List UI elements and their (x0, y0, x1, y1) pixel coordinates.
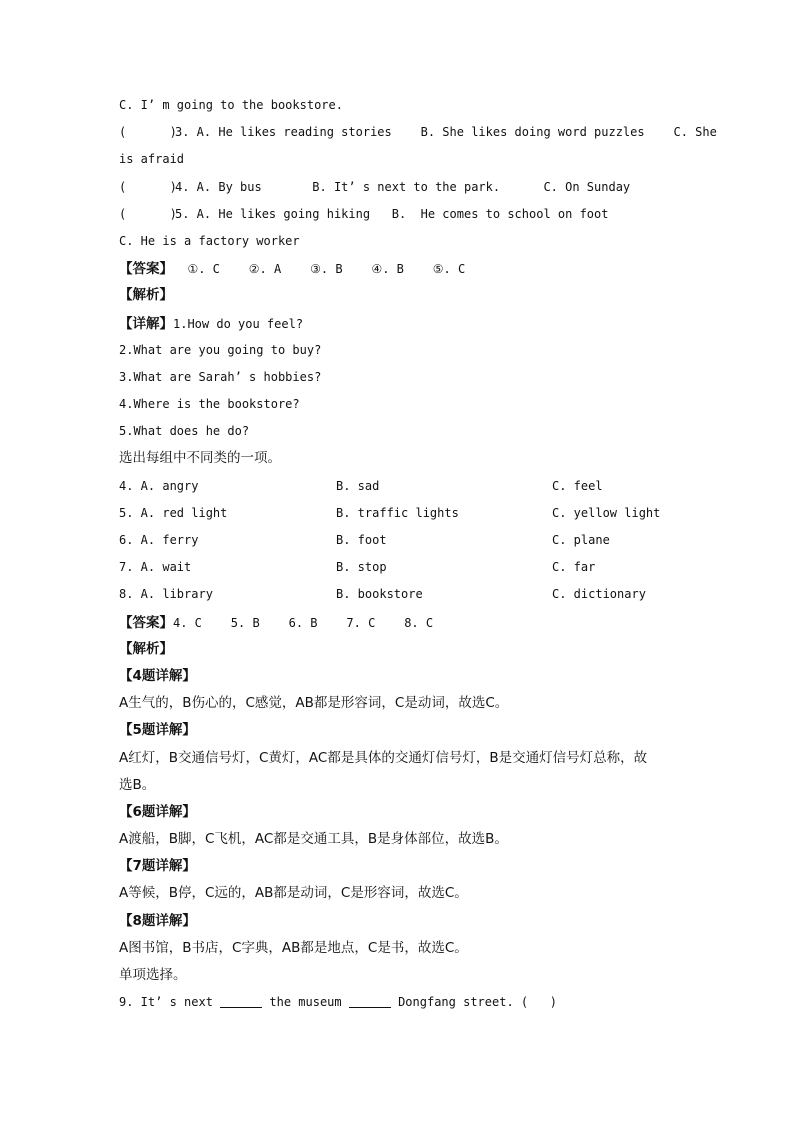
question-4-text: 4. A. By bus B. It’ s next to the park. C. On Sunday (175, 179, 631, 194)
choice-c: C. far (552, 560, 596, 575)
detail-line (119, 310, 679, 337)
choice-row (119, 500, 679, 527)
detail-text: A红灯，B交通信号灯，C黄灯，AC都是具体的交通灯信号灯，B是交通灯信号灯总称，故 (119, 749, 648, 766)
choice-b: B. sad (336, 478, 380, 493)
answer-line-2 (119, 609, 679, 636)
detail-text: A等候，B停，C远的，AB都是动词，C是形容词，故选C。 (119, 885, 468, 902)
question-9-part: 9. It’ s next (119, 995, 221, 1010)
choice-b: B. foot (336, 533, 387, 547)
answer-label: 【答案】 (119, 261, 173, 278)
detail-text-wrap: 选B。 (119, 776, 156, 793)
question-3-wrap: is afraid (119, 152, 185, 167)
question-9-part: Dongfang street. ( ) (390, 995, 558, 1010)
section-instruction: 选出每组中不同类的一项。 (119, 450, 281, 467)
q2-option-c: C. I’ m going to the bookstore. (119, 98, 343, 112)
answer-text: ①. C ②. A ③. B ④. B ⑤. C (173, 262, 466, 277)
choice-a: 8. A. library (119, 587, 213, 602)
choice-a: 7. A. wait (119, 560, 192, 575)
script-line: 2.What are you going to buy? (119, 342, 322, 357)
answer-line-1 (119, 255, 679, 282)
question-5-wrap: C. He is a factory worker (119, 233, 300, 248)
answer-label: 【答案】 (119, 614, 173, 631)
question-5-text: 5. A. He likes going hiking B. He comes to school on foot (175, 206, 609, 221)
detail-text: A生气的，B伤心的，C感觉，AB都是形容词，C是动词，故选C。 (119, 695, 509, 712)
detail-label: 【7题详解】 (119, 858, 196, 875)
choice-a: 5. A. red light (119, 505, 228, 520)
choice-c: C. dictionary (552, 587, 646, 602)
script-line: 5.What does he do? (119, 424, 250, 439)
choice-b: B. traffic lights (336, 505, 459, 520)
section-instruction: 单项选择。 (119, 967, 187, 983)
choice-row (119, 473, 679, 500)
choice-a: 4. A. angry (119, 478, 199, 493)
answer-paren: ( ) (119, 179, 177, 194)
detail-label: 【5题详解】 (119, 722, 196, 739)
question-4 (119, 174, 679, 201)
question-3 (119, 119, 717, 146)
script-line: 1.How do you feel? (173, 316, 304, 331)
fill-blank[interactable] (349, 993, 391, 1008)
script-line: 4.Where is the bookstore? (119, 397, 300, 412)
answer-paren: ( ) (119, 125, 177, 140)
analysis-label: 【解析】 (119, 287, 173, 304)
choice-b: B. bookstore (336, 587, 423, 602)
choice-c: C. yellow light (552, 505, 661, 520)
choice-row (119, 527, 679, 554)
choice-b: B. stop (336, 560, 387, 575)
question-9 (119, 989, 679, 1016)
detail-label: 【8题详解】 (119, 912, 196, 929)
detail-label: 【6题详解】 (119, 803, 196, 820)
detail-label: 【4题详解】 (119, 667, 196, 684)
choice-row (119, 554, 679, 581)
analysis-label: 【解析】 (119, 640, 173, 657)
choice-c: C. feel (552, 478, 603, 493)
detail-text: A图书馆，B书店，C字典，AB都是地点，C是书，故选C。 (119, 939, 468, 956)
choice-c: C. plane (552, 533, 610, 547)
answer-text: 4. C 5. B 6. B 7. C 8. C (173, 615, 434, 630)
detail-label: 【详解】 (119, 315, 173, 332)
choice-row (119, 581, 679, 608)
question-5 (119, 201, 679, 228)
script-line: 3.What are Sarah’ s hobbies? (119, 369, 322, 384)
question-9-part: the museum (262, 995, 349, 1010)
answer-paren: ( ) (119, 206, 177, 221)
choice-a: 6. A. ferry (119, 533, 199, 547)
question-3-text: 3. A. He likes reading stories B. She likes doing word puzzles C. She (175, 125, 717, 140)
document-page (119, 92, 717, 1016)
detail-text: A渡船，B脚，C飞机，AC都是交通工具，B是身体部位，故选B。 (119, 831, 508, 848)
fill-blank[interactable] (220, 993, 262, 1008)
